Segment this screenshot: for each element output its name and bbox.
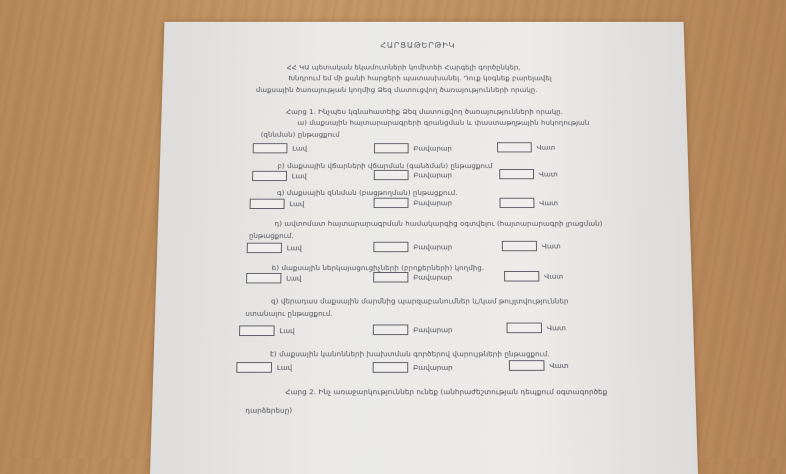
checkbox-b-satisfactory[interactable]: [374, 170, 409, 180]
intro-line-2: Խնդրում եմ մի քանի հարցերի պատասխանել. Դուք կօգնեք բարելավել: [288, 73, 552, 83]
checkbox-a-satisfactory[interactable]: [374, 143, 409, 153]
label-a-good: Լավ: [292, 144, 308, 153]
checkbox-d-good[interactable]: [247, 243, 282, 253]
checkbox-e-good[interactable]: [246, 273, 281, 283]
label-d-good: Լավ: [286, 243, 302, 253]
item-f-line-2: ստանալու ընթացքում.: [245, 309, 333, 318]
question-2-line-1: Հարց 2. Ինչ առաջարկություններ ունեք (անհրաժեշտության դեպքում օգտագործեք: [285, 387, 608, 397]
label-f-bad: Վատ: [546, 323, 567, 333]
checkbox-f-good[interactable]: [239, 325, 275, 336]
label-e-good: Լավ: [286, 273, 302, 283]
item-e-line-1: ե) մաքսային ներկայացուցիչների (բրոքերների) կողմից.: [271, 263, 485, 273]
label-a-bad: Վատ: [536, 143, 556, 152]
label-a-satisfactory: Բավարար: [413, 144, 452, 153]
label-c-good: Լավ: [289, 199, 305, 209]
item-a-line-2: (զննման) ընթացքում: [260, 130, 340, 139]
item-f-line-1: զ) վերադաս մաքսային մարմնից պարզաբանումներ և/կամ թույլտվություններ: [271, 296, 569, 306]
item-d-line-1: դ) ավտոմատ հայտարարագրման համակարգից օգտվելու (հայտարարագրի լրացման): [274, 219, 603, 228]
label-c-satisfactory: Բավարար: [413, 198, 453, 208]
checkbox-e-satisfactory[interactable]: [373, 272, 408, 282]
checkbox-g-good[interactable]: [236, 362, 272, 373]
checkbox-c-bad[interactable]: [499, 198, 534, 208]
label-e-satisfactory: Բավարար: [413, 272, 453, 282]
label-d-bad: Վատ: [541, 241, 561, 251]
question-1: Հարց 1. Ինչպես կգնահատեիք Ձեզ մատուցվող ծառայությունների որակը.: [286, 107, 564, 116]
checkbox-d-bad[interactable]: [502, 241, 537, 251]
label-b-good: Լավ: [291, 171, 307, 181]
intro-line-3: մաքսային ծառայության կողմից Ձեզ մատուցվող ծառայությունների որակը.: [255, 85, 538, 94]
checkbox-g-bad[interactable]: [509, 360, 545, 371]
label-f-satisfactory: Բավարար: [413, 325, 453, 335]
item-c-line-1: գ) մաքսային զննման (բացթողման) ընթացքում.: [276, 188, 458, 197]
label-f-good: Լավ: [279, 326, 295, 336]
checkbox-e-bad[interactable]: [504, 271, 539, 281]
checkbox-b-good[interactable]: [252, 171, 287, 181]
label-e-bad: Վատ: [544, 272, 564, 281]
checkbox-a-good[interactable]: [253, 143, 288, 153]
label-g-bad: Վատ: [549, 361, 569, 370]
checkbox-c-satisfactory[interactable]: [374, 198, 409, 208]
item-g-line-1: է) մաքսային կանոնների խախտման գործերով վարույթների ընթացքում.: [270, 349, 550, 359]
label-c-bad: Վատ: [539, 198, 559, 208]
item-b-line-1: բ) մաքսային վճարների վճարման (գանձման) ընթացքում: [277, 161, 493, 170]
checkbox-a-bad[interactable]: [497, 142, 532, 152]
item-a-line-1: ա) մաքսային հայտարարագրերի գրանցման և փաստաթղթային հսկողության: [297, 118, 590, 127]
checkbox-b-bad[interactable]: [499, 169, 534, 179]
checkbox-c-good[interactable]: [250, 199, 285, 209]
checkbox-f-satisfactory[interactable]: [373, 324, 408, 335]
question-2-line-2: դարձերեսը): [245, 405, 293, 415]
label-b-bad: Վատ: [538, 169, 558, 179]
questionnaire-sheet: [150, 22, 698, 474]
document-title: ՀԱՐՑԱԹԵՐԹԻԿ: [380, 41, 456, 51]
checkbox-f-bad[interactable]: [507, 323, 543, 334]
label-g-satisfactory: Բավարար: [413, 363, 453, 372]
intro-line-1: ՀՀ ԿԱ պետական եկամուտների կոմիտեի Հարգելի գործընկեր,: [286, 63, 521, 72]
label-g-good: Լավ: [276, 363, 293, 372]
item-d-line-2: ընթացքում.: [248, 231, 294, 240]
label-b-satisfactory: Բավարար: [413, 170, 452, 180]
label-d-satisfactory: Բավարար: [413, 242, 453, 252]
checkbox-d-satisfactory[interactable]: [373, 242, 408, 252]
checkbox-g-satisfactory[interactable]: [373, 362, 409, 373]
